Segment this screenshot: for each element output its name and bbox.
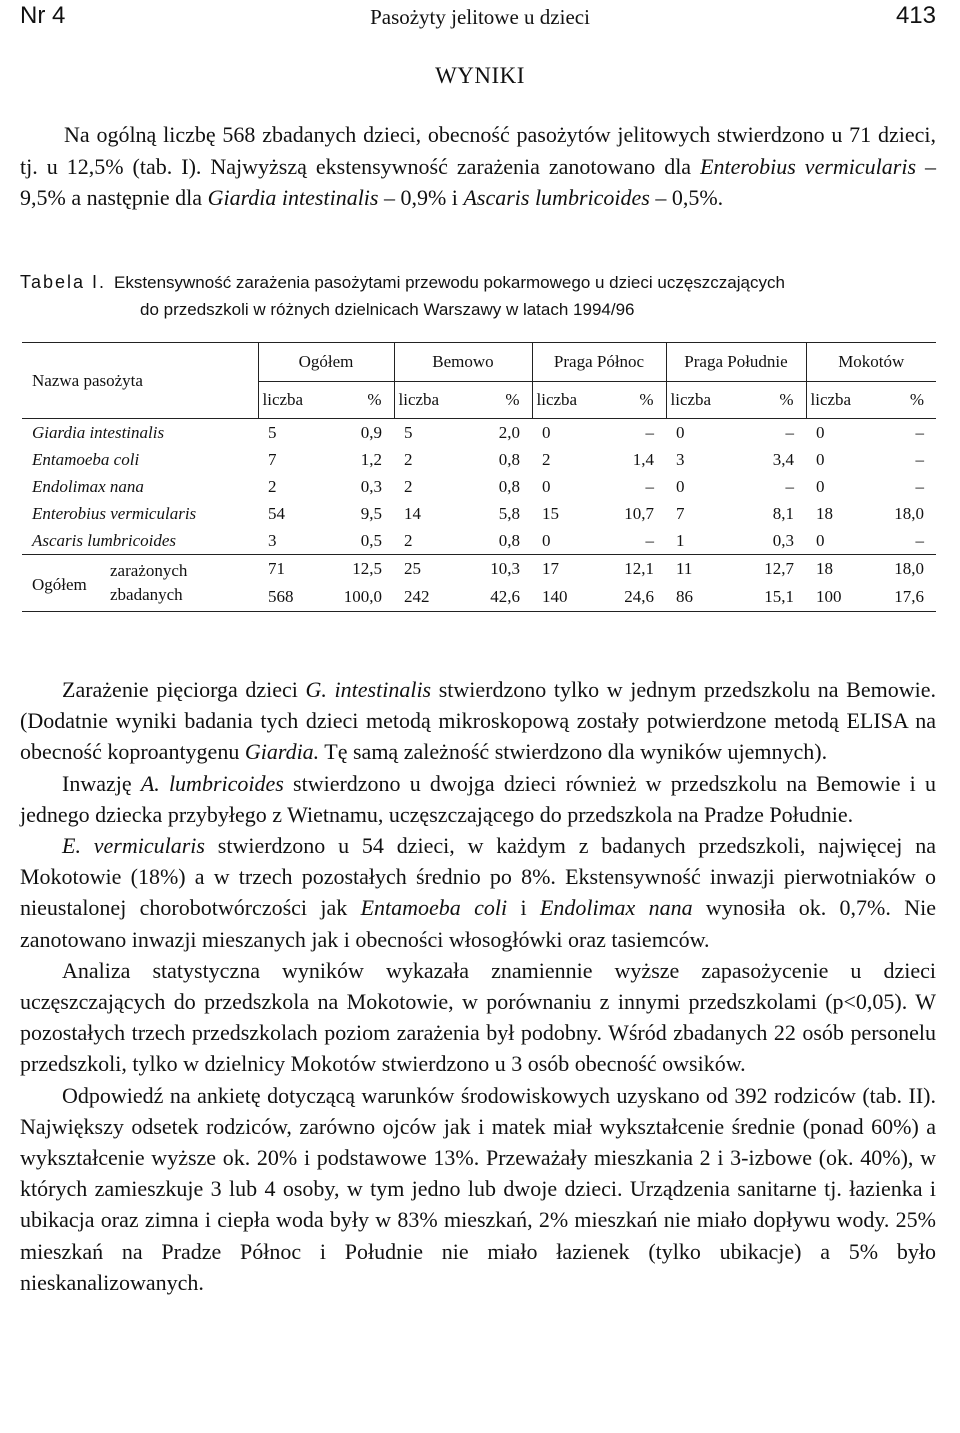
cell-percent: 3,4 bbox=[772, 449, 794, 469]
intro-text-2: – 9,5% a następnie dla bbox=[20, 153, 937, 210]
cell-percent: 12,1 bbox=[600, 555, 666, 584]
p2-species: A. lumbricoides bbox=[140, 770, 284, 796]
cell-count: 5 bbox=[404, 422, 413, 442]
cell-count: 2 bbox=[404, 449, 413, 469]
subheader-count: liczba bbox=[666, 382, 736, 419]
results-table bbox=[22, 342, 936, 631]
subheader-percent: % bbox=[367, 390, 382, 409]
data-table bbox=[22, 342, 936, 612]
total-label-cell bbox=[22, 555, 258, 612]
p1-text-a: Zarażenie pięciorga dzieci bbox=[62, 677, 306, 702]
cell-percent: 2,0 bbox=[498, 422, 520, 442]
table-row bbox=[22, 473, 936, 500]
cell-count: 0 bbox=[816, 530, 825, 550]
p1-text-b: stwierdzono tylko w jednym przedszkolu na Bemowie. (Dodatnie wyniki badania tych dzieci metodą mikroskopową zostały potwierdzone metodą ELISA na obecność koproantygenu bbox=[20, 677, 936, 765]
subheader-percent: % bbox=[909, 390, 924, 409]
cell-percent: 0,8 bbox=[498, 530, 520, 550]
cell-percent: 9,5 bbox=[360, 503, 382, 523]
p1-text-c: Tę samą zależność stwierdzono dla wyników ujemnych). bbox=[319, 739, 828, 765]
parasite-rows bbox=[22, 419, 936, 555]
cell-percent: 0,8 bbox=[498, 449, 520, 469]
total-examined-label: zbadanych bbox=[110, 585, 183, 604]
p3-species: E. vermicularis bbox=[62, 833, 205, 859]
column-group-bemowo: Bemowo bbox=[394, 343, 532, 382]
cell-count: 0 bbox=[816, 422, 825, 442]
cell-percent: 0,3 bbox=[772, 530, 794, 550]
cell-percent: – bbox=[645, 476, 654, 496]
table-row bbox=[22, 419, 936, 447]
p3-endolimax: Endolimax nana bbox=[539, 895, 693, 921]
p3-text-a: stwierdzono u 54 dzieci, w każdym z badanych przedszkoli, najwięcej na Mokotowie (18%) a w trzech pozostałych średnio po 8%. Ekstensywność inwazji pierwotniaków o nieustalonej chorobotwórczości jak bbox=[20, 833, 936, 921]
cell-count: 2 bbox=[268, 476, 277, 496]
cell-percent: 100,0 bbox=[343, 587, 382, 606]
cell-percent: 1,2 bbox=[360, 449, 382, 469]
cell-percent: 0,3 bbox=[360, 476, 382, 496]
cell-percent: – bbox=[785, 476, 794, 496]
subheader-percent: % bbox=[505, 390, 520, 409]
subheader-count: liczba bbox=[532, 382, 600, 419]
cell-percent: 17,6 bbox=[894, 587, 924, 606]
cell-count: 2 bbox=[542, 449, 551, 469]
cell-count: 5 bbox=[268, 422, 277, 442]
cell-percent: 8,1 bbox=[772, 503, 794, 523]
cell-count: 0 bbox=[816, 476, 825, 496]
cell-count: 0 bbox=[676, 422, 685, 442]
parasite-name: Enterobius vermicularis bbox=[32, 503, 197, 523]
section-title: WYNIKI bbox=[435, 63, 525, 88]
p2-text-b: stwierdzono u dwojga dzieci również w przedszkolu na Bemowie i u jednego dziecka przybyłego z Wietnamu, uczęszczającego do przedszkola na Pradze Południe. bbox=[20, 770, 936, 827]
cell-percent: 0,5 bbox=[360, 530, 382, 550]
cell-percent: 1,4 bbox=[632, 449, 654, 469]
cell-percent: 12,7 bbox=[736, 555, 806, 584]
subheader-percent: % bbox=[779, 390, 794, 409]
cell-percent: 42,6 bbox=[490, 587, 520, 606]
intro-paragraph bbox=[20, 119, 936, 214]
cell-count: 0 bbox=[542, 476, 551, 496]
column-group-ogolem: Ogółem bbox=[258, 343, 394, 382]
p3-entamoeba: Entamoeba coli bbox=[360, 895, 508, 921]
cell-percent: – bbox=[915, 422, 924, 442]
p2-text-a: Inwazję bbox=[62, 770, 141, 796]
paragraph-survey: Odpowiedź na ankietę dotyczącą warunków środowiskowych uzyskano od 392 rodziców (tab. II). Największy odsetek rodziców, zarówno ojców jak i matek miał wykształcenie średnie (ponad 60%) a wykształcenie wyższe ok. 20% i podstawowe 13%. Przeważały mieszkania 2 i 3-izbowe (ok. 40%), w których zamieszkuje 3 lub 4 osoby, w tym jedno lub dwoje dzieci. Urządzenia sanitarne tj. łazienka i ubikacja oraz zimna i ciepła woda były w 83% mieszkań, 2% mieszkań nie miało dopływu wody. 25% mieszkań na Pradze Północ i Południe nie miało łazienek (tylko ubikacje) a 5% było nieskanalizowanych. bbox=[20, 1082, 936, 1295]
table-caption bbox=[20, 268, 940, 319]
paragraph-statistics: Analiza statystyczna wyników wykazała znamiennie wyższe zapasożycenie u dzieci uczęszczających do przedszkola na Mokotowie, w porównaniu z innymi przedszkolami (p<0,05). W pozostałych trzech przedszkolach poziom zarażenia był podobny. Wśród zbadanych 22 osób personelu przedszkoli, tylko w dzielnicy Mokotów stwierdzono u 3 osób obecność owsików. bbox=[20, 957, 936, 1077]
cell-percent: 0,9 bbox=[360, 422, 382, 442]
cell-percent: 18,0 bbox=[872, 555, 936, 584]
cell-count: 568 bbox=[268, 587, 294, 606]
subheader-count: liczba bbox=[258, 382, 326, 419]
parasite-name: Giardia intestinalis bbox=[32, 422, 165, 442]
caption-line-1: Ekstensywność zarażenia pasożytami przewodu pokarmowego u dzieci uczęszczających bbox=[114, 273, 785, 292]
column-group-praga-poludnie: Praga Południe bbox=[666, 343, 806, 382]
cell-count: 18 bbox=[816, 503, 833, 523]
cell-percent: 0,8 bbox=[498, 476, 520, 496]
intro-text-3: – 0,9% i bbox=[378, 185, 464, 210]
cell-count: 242 bbox=[404, 587, 430, 606]
cell-percent: – bbox=[915, 530, 924, 550]
cell-percent: 18,0 bbox=[894, 503, 924, 523]
cell-percent: – bbox=[785, 422, 794, 442]
body-text bbox=[20, 674, 936, 1298]
cell-percent: 15,1 bbox=[764, 587, 794, 606]
parasite-name: Entamoeba coli bbox=[32, 449, 140, 469]
p1-species: G. intestinalis bbox=[305, 677, 432, 702]
cell-percent: 12,5 bbox=[326, 555, 394, 584]
cell-count: 100 bbox=[816, 587, 842, 606]
cell-percent: 10,7 bbox=[624, 503, 654, 523]
table-label: Tabela I. bbox=[20, 272, 107, 292]
cell-percent: 10,3 bbox=[466, 555, 532, 584]
table-row bbox=[22, 500, 936, 527]
intro-species-2: Giardia intestinalis bbox=[207, 185, 379, 210]
p3-text-c: wynosiła ok. 0,7%. Nie zanotowano inwazji mieszanych jak i obecności włosogłówki oraz tasiemców. bbox=[20, 895, 936, 952]
total-label: Ogółem bbox=[32, 575, 87, 594]
cell-count: 3 bbox=[268, 530, 277, 550]
cell-count: 0 bbox=[816, 449, 825, 469]
cell-count: 3 bbox=[676, 449, 685, 469]
paragraph-ascaris bbox=[20, 768, 936, 830]
cell-percent: 24,6 bbox=[624, 587, 654, 606]
cell-count: 15 bbox=[542, 503, 559, 523]
page-header bbox=[0, 0, 960, 40]
total-infected-label: zarażonych bbox=[110, 561, 188, 580]
subheader-percent: % bbox=[639, 390, 654, 409]
p1-giardia: Giardia. bbox=[244, 739, 320, 765]
cell-percent: – bbox=[915, 476, 924, 496]
column-group-praga-polnoc: Praga Północ bbox=[532, 343, 666, 382]
column-group-mokotow: Mokotów bbox=[806, 343, 936, 382]
paragraph-enterobius bbox=[20, 830, 936, 955]
p3-text-b: i bbox=[507, 895, 540, 921]
cell-count: 0 bbox=[542, 530, 551, 550]
cell-count: 11 bbox=[666, 555, 736, 584]
table-row bbox=[22, 527, 936, 555]
intro-species-3: Ascaris lumbricoides bbox=[463, 185, 650, 210]
caption-line-2: do przedszkoli w różnych dzielnicach Warszawy w latach 1994/96 bbox=[140, 300, 635, 319]
subheader-count: liczba bbox=[394, 382, 466, 419]
cell-percent: – bbox=[645, 422, 654, 442]
intro-text-1: Na ogólną liczbę 568 zbadanych dzieci, obecność pasożytów jelitowych stwierdzono u 71 dzieci, tj. u 12,5% (tab. I). Najwyższą ekstensywność zarażenia zanotowano dla bbox=[20, 122, 936, 179]
cell-count: 54 bbox=[268, 503, 285, 523]
column-header-parasite: Nazwa pasożyta bbox=[22, 343, 258, 419]
issue-number: Nr 4 bbox=[20, 2, 66, 29]
cell-count: 71 bbox=[258, 555, 326, 584]
cell-count: 7 bbox=[676, 503, 685, 523]
cell-count: 0 bbox=[542, 422, 551, 442]
running-title: Pasożyty jelitowe u dzieci bbox=[370, 5, 590, 29]
cell-percent: 5,8 bbox=[498, 503, 520, 523]
cell-count: 7 bbox=[268, 449, 277, 469]
cell-count: 140 bbox=[542, 587, 568, 606]
cell-count: 2 bbox=[404, 476, 413, 496]
parasite-name: Ascaris lumbricoides bbox=[32, 530, 177, 550]
subheader-count: liczba bbox=[806, 382, 872, 419]
total-rows bbox=[22, 555, 936, 612]
cell-count: 17 bbox=[532, 555, 600, 584]
cell-count: 0 bbox=[676, 476, 685, 496]
cell-count: 25 bbox=[394, 555, 466, 584]
table-row bbox=[22, 446, 936, 473]
cell-percent: – bbox=[645, 530, 654, 550]
cell-count: 1 bbox=[676, 530, 685, 550]
cell-percent: – bbox=[915, 449, 924, 469]
intro-text-4: – 0,5%. bbox=[649, 185, 724, 210]
cell-count: 18 bbox=[806, 555, 872, 584]
cell-count: 2 bbox=[404, 530, 413, 550]
parasite-name: Endolimax nana bbox=[32, 476, 144, 496]
page-number: 413 bbox=[895, 2, 936, 29]
table-row-total-infected bbox=[22, 555, 936, 584]
paragraph-giardia bbox=[20, 674, 936, 768]
cell-count: 86 bbox=[676, 587, 693, 606]
intro-species-1: Enterobius vermicularis bbox=[700, 153, 917, 179]
cell-count: 14 bbox=[404, 503, 421, 523]
